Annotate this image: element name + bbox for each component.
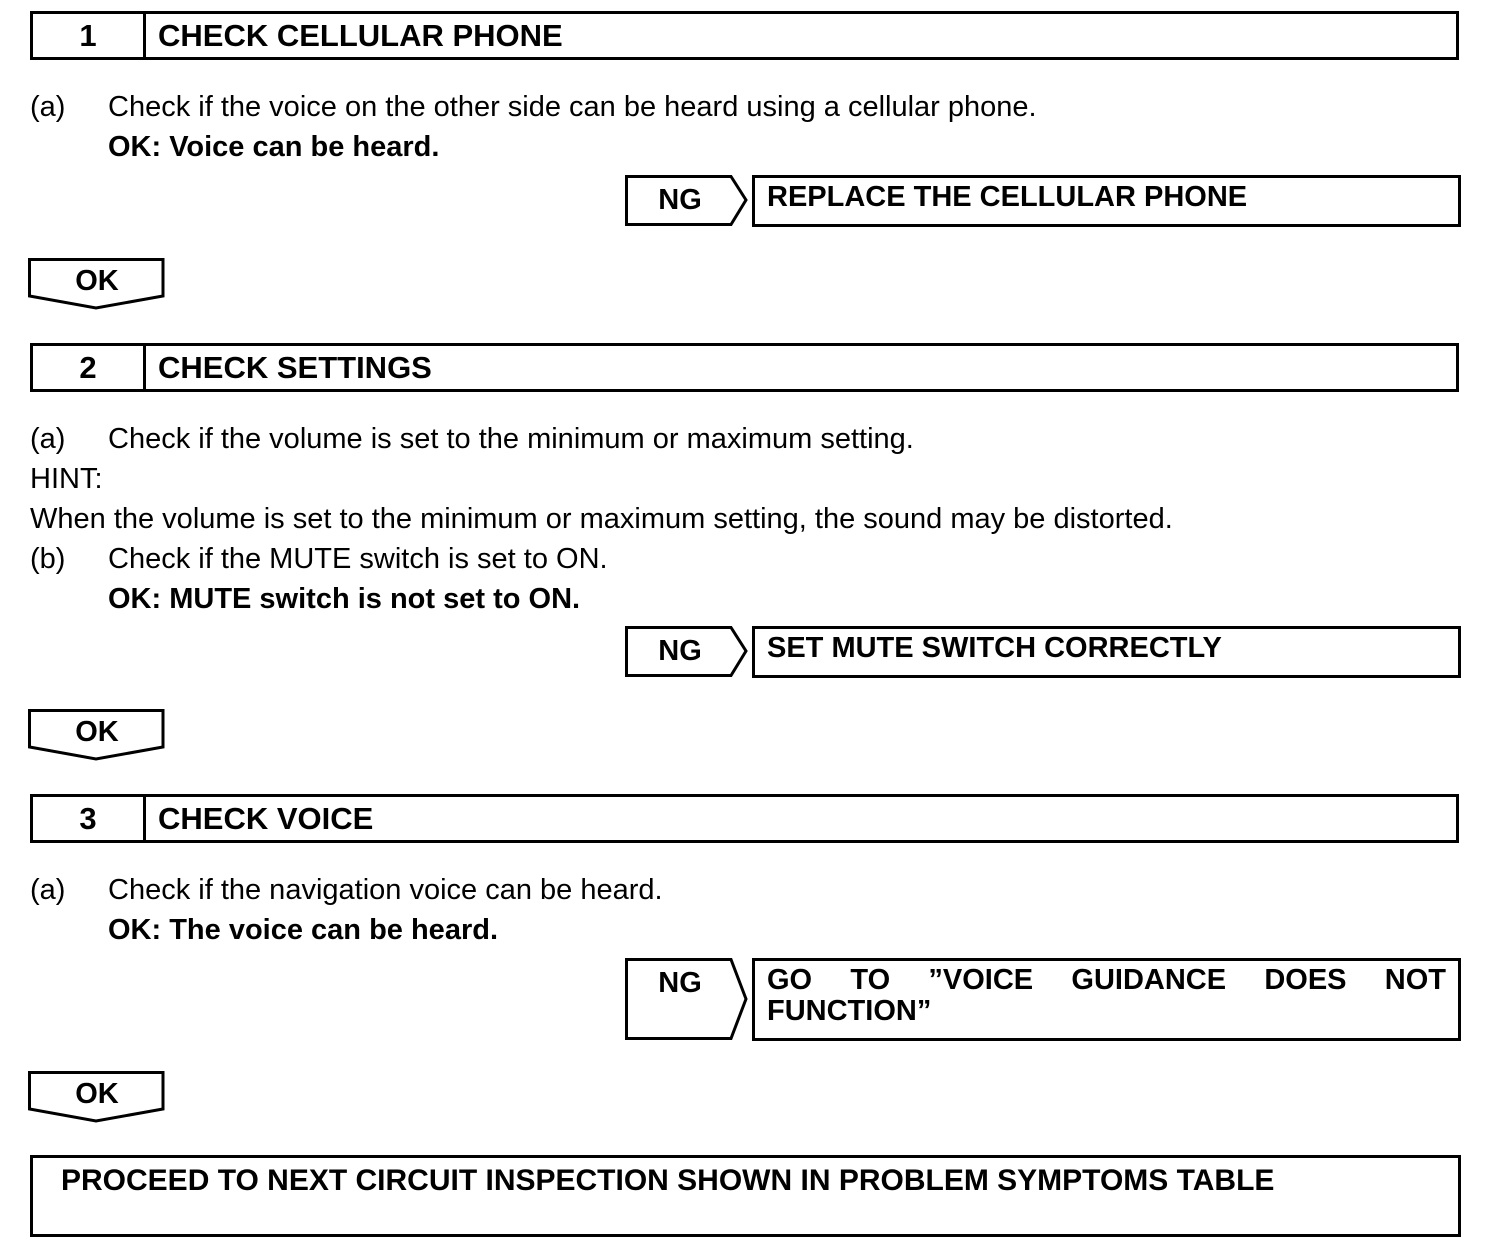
step-1-ng-action-text: REPLACE THE CELLULAR PHONE	[767, 181, 1248, 213]
step-3-ok-arrow	[28, 1071, 166, 1123]
step-2-hint-text: When the volume is set to the minimum or maximum setting, the sound may be distorted.	[30, 503, 1173, 535]
step-2-hint-label: HINT:	[30, 463, 103, 495]
step-2-item-b-marker: (b)	[30, 543, 66, 575]
final-action-box	[30, 1155, 1461, 1237]
step-1-item-a-text: Check if the voice on the other side can be heard using a cellular phone.	[108, 91, 1037, 123]
step-3-title: CHECK VOICE	[158, 801, 374, 836]
step-2-item-b-text: Check if the MUTE switch is set to ON.	[108, 543, 608, 575]
step-1-number: 1	[33, 14, 146, 57]
step-2-ok-label: OK	[75, 716, 119, 748]
step-2-number: 2	[33, 346, 146, 389]
step-3-ng-label: NG	[658, 967, 702, 999]
step-1-ng-label: NG	[658, 184, 702, 216]
step-2-ng-action	[752, 626, 1461, 678]
step-3-number: 3	[33, 797, 146, 840]
step-2-item-a-text: Check if the volume is set to the minimum or maximum setting.	[108, 423, 914, 455]
step-1-ok-criteria: OK: Voice can be heard.	[108, 131, 440, 163]
step-1-ng-action	[752, 175, 1461, 227]
step-1-title: CHECK CELLULAR PHONE	[158, 18, 563, 53]
final-action-text: PROCEED TO NEXT CIRCUIT INSPECTION SHOWN IN PROBLEM SYMPTOMS TABLE	[61, 1164, 1275, 1197]
step-3-ng-action	[752, 958, 1461, 1041]
step-2-ng-label: NG	[658, 635, 702, 667]
step-3-ok-label: OK	[75, 1078, 119, 1110]
step-1-ok-label: OK	[75, 265, 119, 297]
step-3-item-a-marker: (a)	[30, 874, 66, 906]
step-2-title: CHECK SETTINGS	[158, 350, 432, 385]
step-2-ng-action-text: SET MUTE SWITCH CORRECTLY	[767, 632, 1222, 664]
step-1-header	[30, 11, 1459, 60]
step-1-ok-arrow	[28, 258, 166, 310]
step-2-ok-criteria: OK: MUTE switch is not set to ON.	[108, 583, 581, 615]
step-3-ok-criteria: OK: The voice can be heard.	[108, 914, 498, 946]
step-2-ok-arrow	[28, 709, 166, 761]
step-3-header	[30, 794, 1459, 843]
step-2-item-a-marker: (a)	[30, 423, 66, 455]
step-3-ng-action-text: GO TO ”VOICE GUIDANCE DOES NOT FUNCTION”	[767, 964, 1446, 1027]
step-2-header	[30, 343, 1459, 392]
step-3-item-a-text: Check if the navigation voice can be heard.	[108, 874, 663, 906]
step-1-item-a-marker: (a)	[30, 91, 66, 123]
